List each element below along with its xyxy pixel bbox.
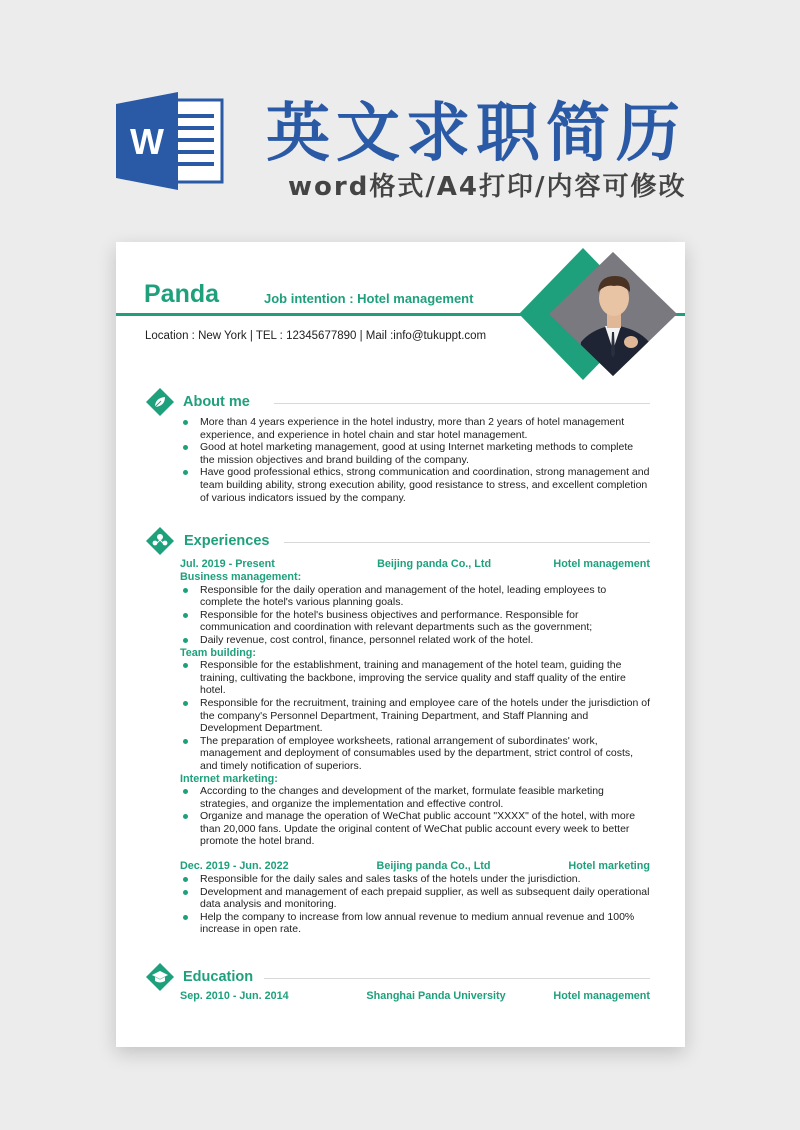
- education-school: Shanghai Panda University: [366, 990, 506, 1002]
- people-icon: [146, 527, 174, 555]
- job-intention: Job intention : Hotel management: [264, 291, 474, 306]
- experiences-icon-badge: [146, 527, 174, 560]
- list-item: More than 4 years experience in the hotel industry, more than 2 years of hotel management experience, and experience in hotel chain and star hotel management.: [180, 416, 650, 441]
- list-item: Responsible for the establishment, training and management of the hotel team, guiding the training, cultivating the backbone, improving the service quality and staff quality of the entire hotel.: [180, 659, 650, 697]
- education-major: Hotel management: [553, 990, 650, 1002]
- list-item: Help the company to increase from low annual revenue to medium annual revenue and 100% increase in open rate.: [180, 911, 650, 936]
- list-item: According to the changes and development of the market, formulate feasible marketing strategies, and organize the implementation and effective control.: [180, 785, 650, 810]
- job-period: Dec. 2019 - Jun. 2022: [180, 860, 289, 872]
- list-item: Daily revenue, cost control, finance, personnel related work of the hotel.: [180, 634, 650, 647]
- svg-text:W: W: [130, 121, 164, 162]
- about-icon-badge: [146, 388, 174, 421]
- job-2: [180, 860, 650, 936]
- graduation-cap-icon: [146, 963, 174, 991]
- about-list: [180, 416, 650, 504]
- job-period: Jul. 2019 - Present: [180, 558, 275, 570]
- list-item: The preparation of employee worksheets, rational arrangement of subordinates' work, management and deployment of consumables used by the department, strict control of costs, and timely notification of superiors.: [180, 735, 650, 773]
- list-item: Responsible for the recruitment, training and employee care of the hotels under the jurisdiction of the company's Personnel Department, Training Department, and Staff Planning and Development Department.: [180, 697, 650, 735]
- list-item: Responsible for the daily operation and management of the hotel, leading employees to complete the hotel's various planning goals.: [180, 584, 650, 609]
- job-role: Hotel marketing: [568, 860, 650, 872]
- group-heading: Internet marketing:: [180, 772, 278, 785]
- resume-page: [116, 242, 685, 1047]
- profile-photo: [519, 246, 683, 384]
- education-row: [180, 990, 650, 1002]
- section-divider: [274, 403, 650, 404]
- job-company: Beijing panda Co., Ltd: [376, 860, 491, 872]
- group-heading: Business management:: [180, 571, 302, 583]
- word-logo: [116, 86, 226, 196]
- list-item: Responsible for the hotel's business objectives and performance. Responsible for communication and coordination with relevant departments such as the government;: [180, 609, 650, 634]
- list-item: Good at hotel marketing management, good at using Internet marketing methods to complete the mission objectives and brand building of the company.: [180, 441, 650, 466]
- education-icon-badge: [146, 963, 174, 996]
- leaf-icon: [146, 388, 174, 416]
- list-item: Responsible for the daily sales and sales tasks of the hotels under the jurisdiction.: [180, 873, 650, 886]
- list-item: Development and management of each prepaid supplier, as well as subsequent daily operational data analysis and monitoring.: [180, 886, 650, 911]
- section-title-experiences: Experiences: [184, 533, 270, 549]
- banner-title: 英文求职简历: [266, 97, 686, 171]
- candidate-name: Panda: [144, 280, 220, 308]
- section-divider: [284, 542, 650, 543]
- list-item: Organize and manage the operation of WeChat public account "XXXX" of the hotel, with more than 20,000 fans. Update the original content of WeChat public account every week to better promote the hotel brand.: [180, 810, 650, 848]
- banner-subtitle: word格式/A4打印/内容可修改: [288, 172, 687, 202]
- education-period: Sep. 2010 - Jun. 2014: [180, 990, 289, 1002]
- section-title-about: About me: [183, 394, 250, 410]
- section-title-education: Education: [183, 969, 254, 985]
- job-1: [180, 558, 650, 848]
- job-role: Hotel management: [553, 558, 650, 570]
- list-item: Have good professional ethics, strong communication and coordination, strong management and team building ability, strong execution ability, good resistance to stress, and excellent completion of various indicators issued by the company.: [180, 466, 650, 504]
- group-heading: Team building:: [180, 646, 256, 659]
- section-divider: [264, 978, 650, 979]
- job-company: Beijing panda Co., Ltd: [377, 558, 492, 570]
- contact-info: Location : New York | TEL : 12345677890 | Mail :info@tukuppt.com: [145, 330, 487, 342]
